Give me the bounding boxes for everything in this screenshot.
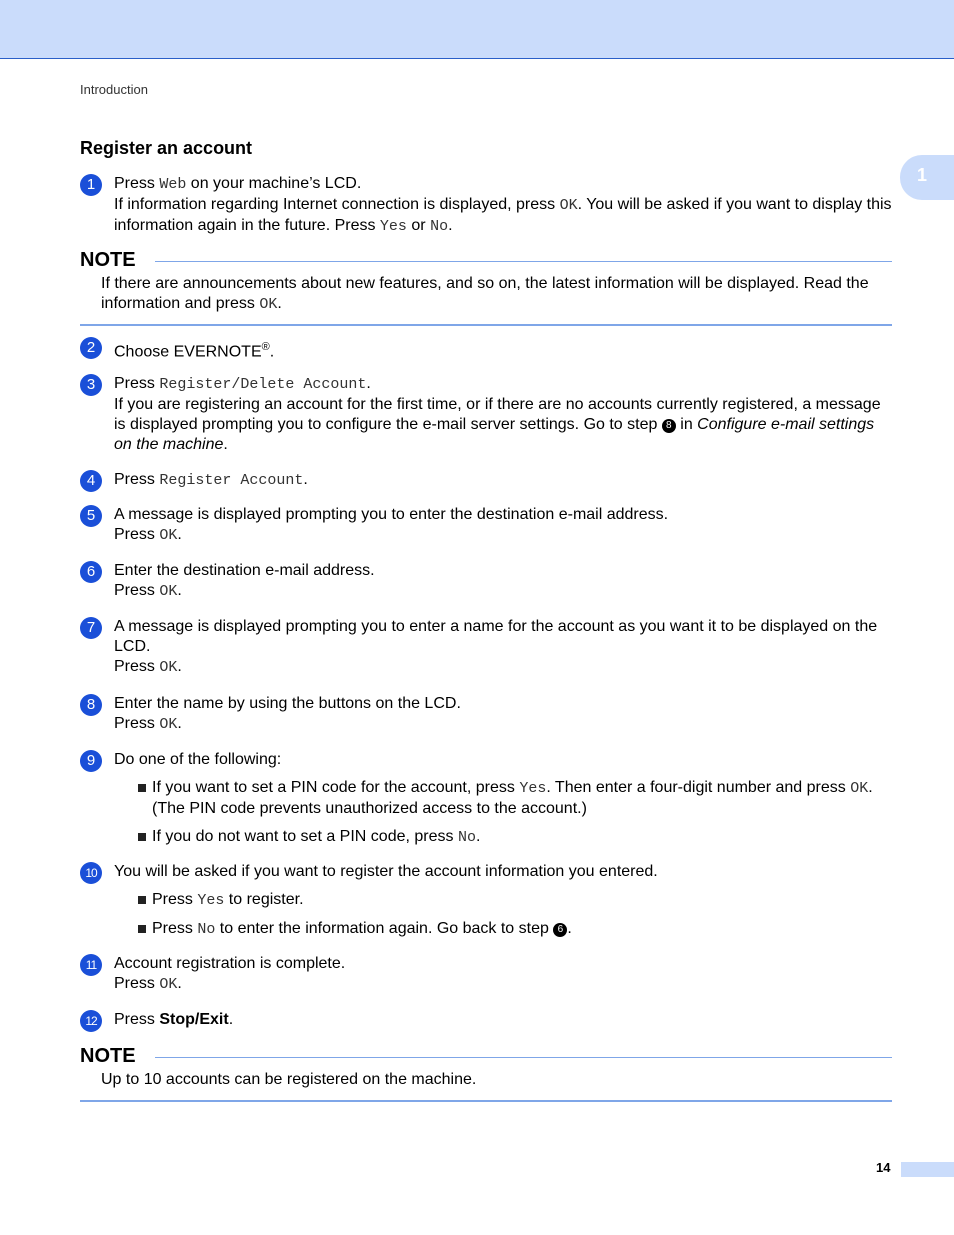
bullet-item: If you want to set a PIN code for the account, press Yes. Then enter a four-digit number and press OK. (The PIN code prevents unauthorized access to the account.) <box>136 778 892 819</box>
step-number-badge: 2 <box>80 337 102 359</box>
section-title: Register an account <box>80 138 253 158</box>
step-number-badge: 12 <box>80 1010 102 1032</box>
lcd-button-yes: Yes <box>379 218 407 235</box>
lcd-button-web: Web <box>159 176 187 193</box>
chapter-tab[interactable]: 1 <box>900 155 954 200</box>
step-number-badge: 8 <box>80 694 102 716</box>
step-9: 9 Do one of the following: If you want to set a PIN code for the account, press Yes. Then enter a four-digit number and press OK. (The PIN code prevents unauthorized access to the account.) If you do not want to set a PIN code, press No. <box>80 750 892 848</box>
step-10: 10 You will be asked if you want to register the account information you entered. Press Yes to register. Press No to enter the information again. Go back to step 6 . <box>80 862 892 940</box>
step-5: 5 A message is displayed prompting you to enter the destination e-mail address. Press OK. <box>80 505 892 546</box>
bullet-item: Press No to enter the information again. Go back to step 6 . <box>136 919 892 940</box>
step-number-badge: 11 <box>80 954 102 976</box>
step-number-badge: 6 <box>80 561 102 583</box>
note-body: Up to 10 accounts can be registered on the machine. <box>101 1071 477 1088</box>
step-number-badge: 7 <box>80 617 102 639</box>
step-2: 2 Choose EVERNOTE®. <box>80 337 892 362</box>
step-reference-icon: 8 <box>662 419 676 433</box>
step-number-badge: 1 <box>80 174 102 196</box>
note-rule <box>155 1057 892 1058</box>
bullet-item: If you do not want to set a PIN code, press No. <box>136 827 892 848</box>
step-7: 7 A message is displayed prompting you to enter a name for the account as you want it to be displayed on the LCD. Press OK. <box>80 617 892 678</box>
bullet-item: Press Yes to register. <box>136 890 892 911</box>
step-11: 11 Account registration is complete. Press OK. <box>80 954 892 995</box>
step-number-badge: 4 <box>80 470 102 492</box>
note-heading: NOTE <box>80 249 136 271</box>
lcd-button-no: No <box>430 218 449 235</box>
note-rule <box>155 261 892 262</box>
step-number-badge: 3 <box>80 374 102 396</box>
page-number: 14 <box>876 1160 891 1175</box>
step-1: 1 Press Web on your machine’s LCD. If information regarding Internet connection is displayed, press OK. You will be asked if you want to display this information again in the future. Press Yes or No. <box>80 174 892 237</box>
note-end-rule <box>80 1100 892 1102</box>
breadcrumb: Introduction <box>80 82 148 97</box>
step-4: 4 Press Register Account. <box>80 470 892 491</box>
note-end-rule <box>80 324 892 326</box>
note-heading: NOTE <box>80 1045 136 1067</box>
step-8: 8 Enter the name by using the buttons on the LCD. Press OK. <box>80 694 892 735</box>
step-12: 12 Press Stop/Exit. <box>80 1010 892 1030</box>
step-3: 3 Press Register/Delete Account. If you are registering an account for the first time, or if there are no accounts currently registered, a message is displayed prompting you to configure the e-mail server settings. Go to step 8 in Configure e-mail settings on the machine. <box>80 374 892 455</box>
step-6: 6 Enter the destination e-mail address. Press OK. <box>80 561 892 602</box>
step-number-badge: 5 <box>80 505 102 527</box>
step-number-badge: 10 <box>80 862 102 884</box>
note-body: If there are announcements about new features, and so on, the latest information will be displayed. Read the information and press OK. <box>101 275 869 313</box>
top-header-band <box>0 0 954 59</box>
page-number-bar <box>901 1162 954 1177</box>
step-number-badge: 9 <box>80 750 102 772</box>
lcd-button-ok: OK <box>559 197 578 214</box>
step-reference-icon: 6 <box>553 923 567 937</box>
cross-reference-link[interactable]: Configure e-mail settings on the machine <box>114 416 875 453</box>
